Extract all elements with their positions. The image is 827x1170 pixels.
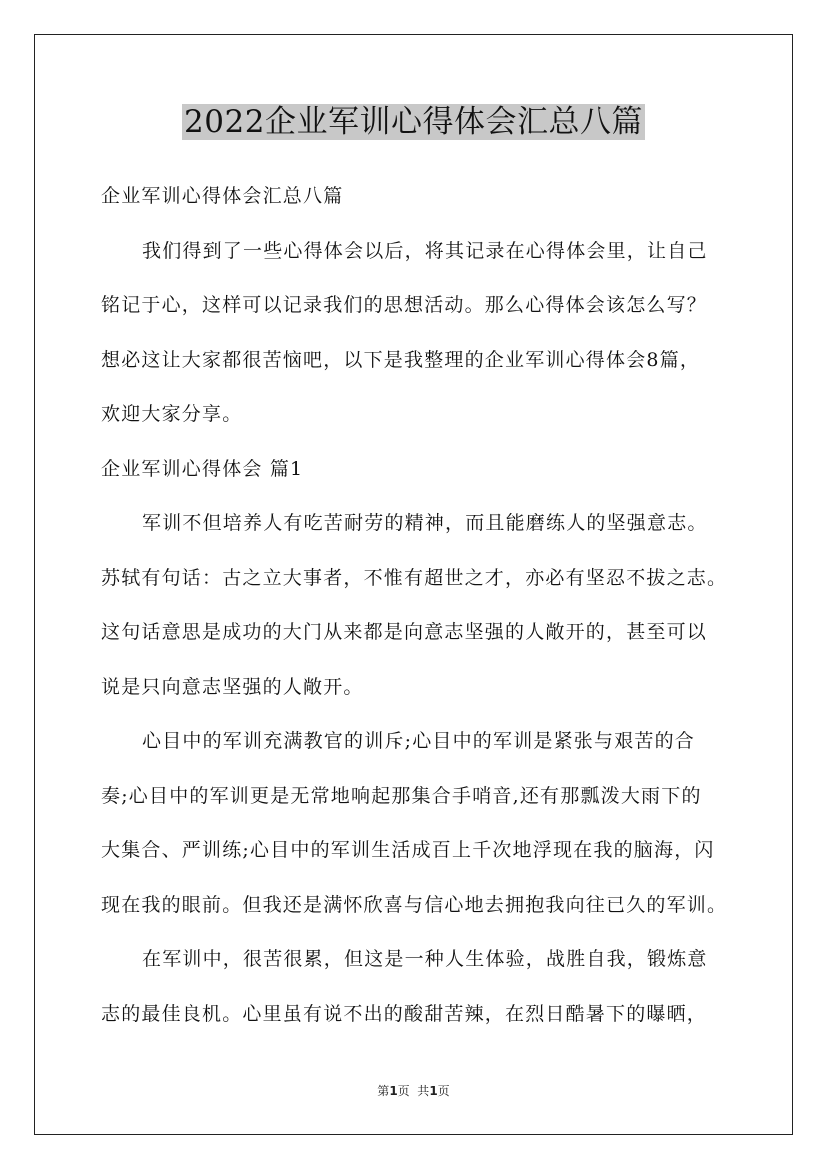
footer-suffix: 页: [437, 1084, 450, 1098]
document-body: [101, 169, 731, 1041]
paragraph-line: 我们得到了一些心得体会以后，将其记录在心得体会里，让自己: [142, 239, 708, 262]
document-title-text: 2022企业军训心得体会汇总八篇: [184, 104, 643, 140]
page-footer: [0, 1082, 827, 1100]
paragraph-line: 欢迎大家分享。: [101, 403, 243, 425]
paragraph-line: 铭记于心，这样可以记录我们的思想活动。那么心得体会该怎么写？: [101, 294, 708, 316]
paragraph-line: 现在我的眼前。但我还是满怀欣喜与信心地去拥抱我向往已久的军训。: [101, 893, 728, 916]
footer-prefix: 第: [377, 1084, 390, 1098]
section-heading: 企业军训心得体会 篇1: [101, 457, 304, 480]
paragraph-line: 这句话意思是成功的大门从来都是向意志坚强的人敞开的，甚至可以: [101, 621, 708, 643]
subtitle: 企业军训心得体会汇总八篇: [101, 185, 344, 207]
total-page-number: 1: [429, 1084, 438, 1098]
paragraph-line: 奏;心目中的军训更是无常地响起那集合手哨音,还有那瓢泼大雨下的: [101, 784, 702, 807]
document-title: [0, 100, 827, 144]
paragraph-line: 说是只向意志坚强的人敞开。: [101, 675, 364, 698]
paragraph-line: 苏轼有句话：古之立大事者，不惟有超世之才，亦必有坚忍不拔之志。: [101, 566, 728, 589]
footer-middle: 页 共: [397, 1084, 430, 1098]
paragraph-line: 军训不但培养人有吃苦耐劳的精神，而且能磨练人的坚强意志。: [142, 512, 708, 534]
paragraph-line: 大集合、严训练;心目中的军训生活成百上千次地浮现在我的脑海，闪: [101, 839, 715, 861]
paragraph-line: 心目中的军训充满教官的训斥;心目中的军训是紧张与艰苦的合: [142, 730, 696, 752]
paragraph-line: 志的最佳良机。心里虽有说不出的酸甜苦辣，在烈日酷暑下的曝晒，: [101, 1002, 708, 1025]
current-page-number: 1: [389, 1084, 398, 1098]
paragraph-line: 想必这让大家都很苦恼吧，以下是我整理的企业军训心得体会8篇，: [101, 348, 701, 371]
paragraph-line: 在军训中，很苦很累，但这是一种人生体验，战胜自我，锻炼意: [142, 948, 708, 970]
